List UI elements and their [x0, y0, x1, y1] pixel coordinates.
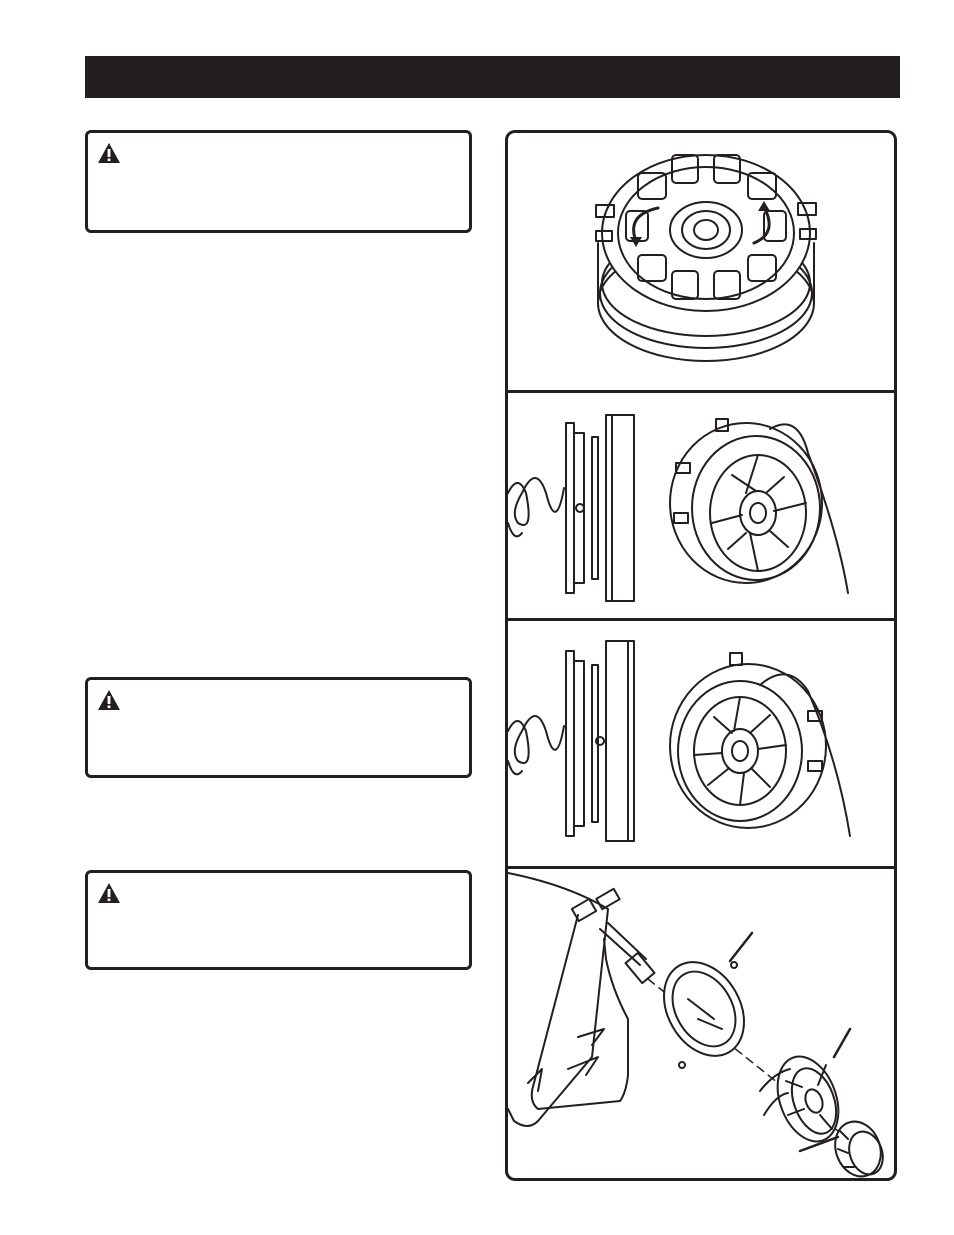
spool-line-winding-side-a-illustration	[508, 393, 894, 618]
trimmer-head-exploded-view-illustration	[508, 869, 894, 1181]
spool-line-winding-side-b-illustration	[508, 621, 894, 866]
warning-triangle-icon	[97, 142, 121, 164]
warning-box-1	[85, 130, 472, 233]
spool-directional-arrows-illustration	[508, 133, 894, 390]
warning-triangle-icon	[97, 882, 121, 904]
section-header-title	[85, 66, 97, 88]
warning-box-3	[85, 870, 472, 970]
section-header-bar	[85, 56, 900, 98]
figure-panel	[505, 130, 897, 1181]
warning-triangle-icon	[97, 689, 121, 711]
warning-box-2	[85, 677, 472, 778]
